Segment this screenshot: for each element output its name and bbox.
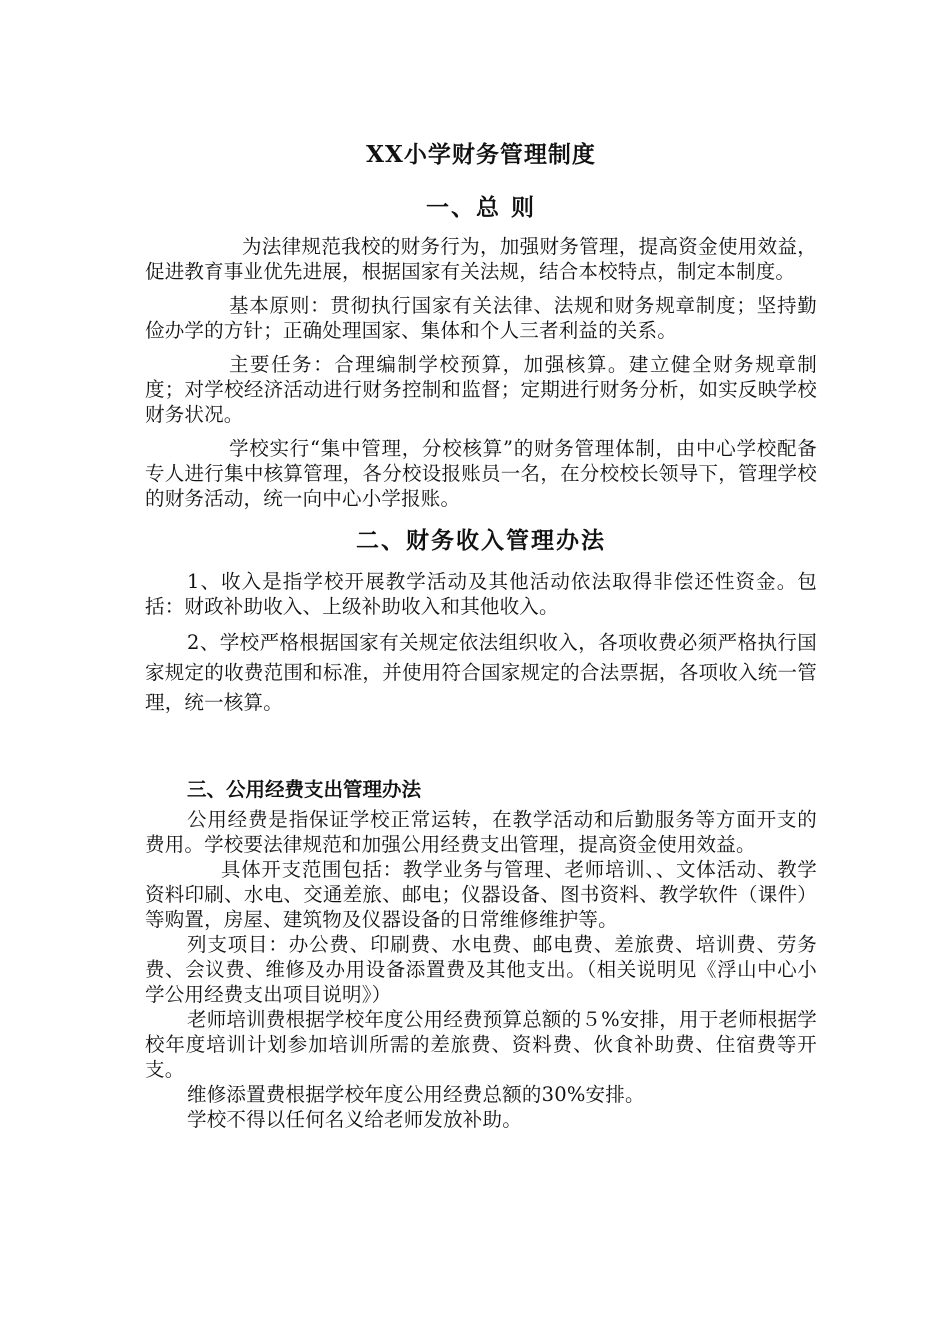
paragraph-expense-items: 列支项目：办公费、印刷费、水电费、邮电费、差旅费、培训费、劳务费、会议费、维修及办用设备添置费及其他支出。（相关说明见《浮山中心小学公用经费支出项目说明》） [145,933,817,1006]
paragraph-purpose: 为法律规范我校的财务行为，加强财务管理，提高资金使用效益，促进教育事业优先进展，根据国家有关法规，结合本校特点，制定本制度。 [145,235,817,283]
section-spacer [145,727,817,777]
paragraph-maintenance-fee: 维修添置费根据学校年度公用经费总额的30%安排。 [187,1083,645,1106]
paragraph-expenditure-definition: 公用经费是指保证学校正常运转，在教学活动和后勤服务等方面开支的费用。学校要法律规范和加强公用经费支出管理，提高资金使用效益。 [145,808,817,856]
section-heading-expenditure: 三、公用经费支出管理办法 [187,778,422,801]
paragraph-income-definition: 1、收入是指学校开展教学活动及其他活动依法取得非偿还性资金。包括：财政补助收入、上级补助收入和其他收入。 [145,570,817,618]
document-page [145,138,817,1132]
document-title: XX小学财务管理制度 [366,141,596,168]
section-heading-income: 二、财务收入管理办法 [356,527,606,554]
paragraph-basic-principles: 基本原则：贯彻执行国家有关法律、法规和财务规章制度；坚持勤俭办学的方针；正确处理国家、集体和个人三者利益的关系。 [145,294,817,342]
paragraph-income-rules: 2、学校严格根据国家有关规定依法组织收入，各项收费必须严格执行国家规定的收费范围和标准，并使用符合国家规定的合法票据，各项收入统一管理，统一核算。 [145,631,817,714]
paragraph-management-system: 学校实行“集中管理，分校核算”的财务管理体制，由中心学校配备专人进行集中核算管理，各分校设报账员一名，在分校校长领导下，管理学校的财务活动，统一向中心小学报账。 [145,437,817,510]
section-heading-general: 一、总 则 [425,194,536,221]
paragraph-no-subsidy: 学校不得以任何名义给老师发放补助。 [187,1108,522,1131]
paragraph-expenditure-scope: 具体开支范围包括：教学业务与管理、老师培训、、文体活动、教学资料印刷、水电、交通差旅、邮电；仪器设备、图书资料、教学软件（课件）等购置，房屋、建筑物及仪器设备的日常维修维护等。 [145,858,817,931]
paragraph-main-tasks: 主要任务：合理编制学校预算，加强核算。建立健全财务规章制度；对学校经济活动进行财务控制和监督；定期进行财务分析，如实反映学校财务状况。 [145,353,817,426]
paragraph-training-fee: 老师培训费根据学校年度公用经费预算总额的５%安排，用于老师根据学校年度培训计划参加培训所需的差旅费、资料费、伙食补助费、住宿费等开支。 [145,1008,817,1081]
